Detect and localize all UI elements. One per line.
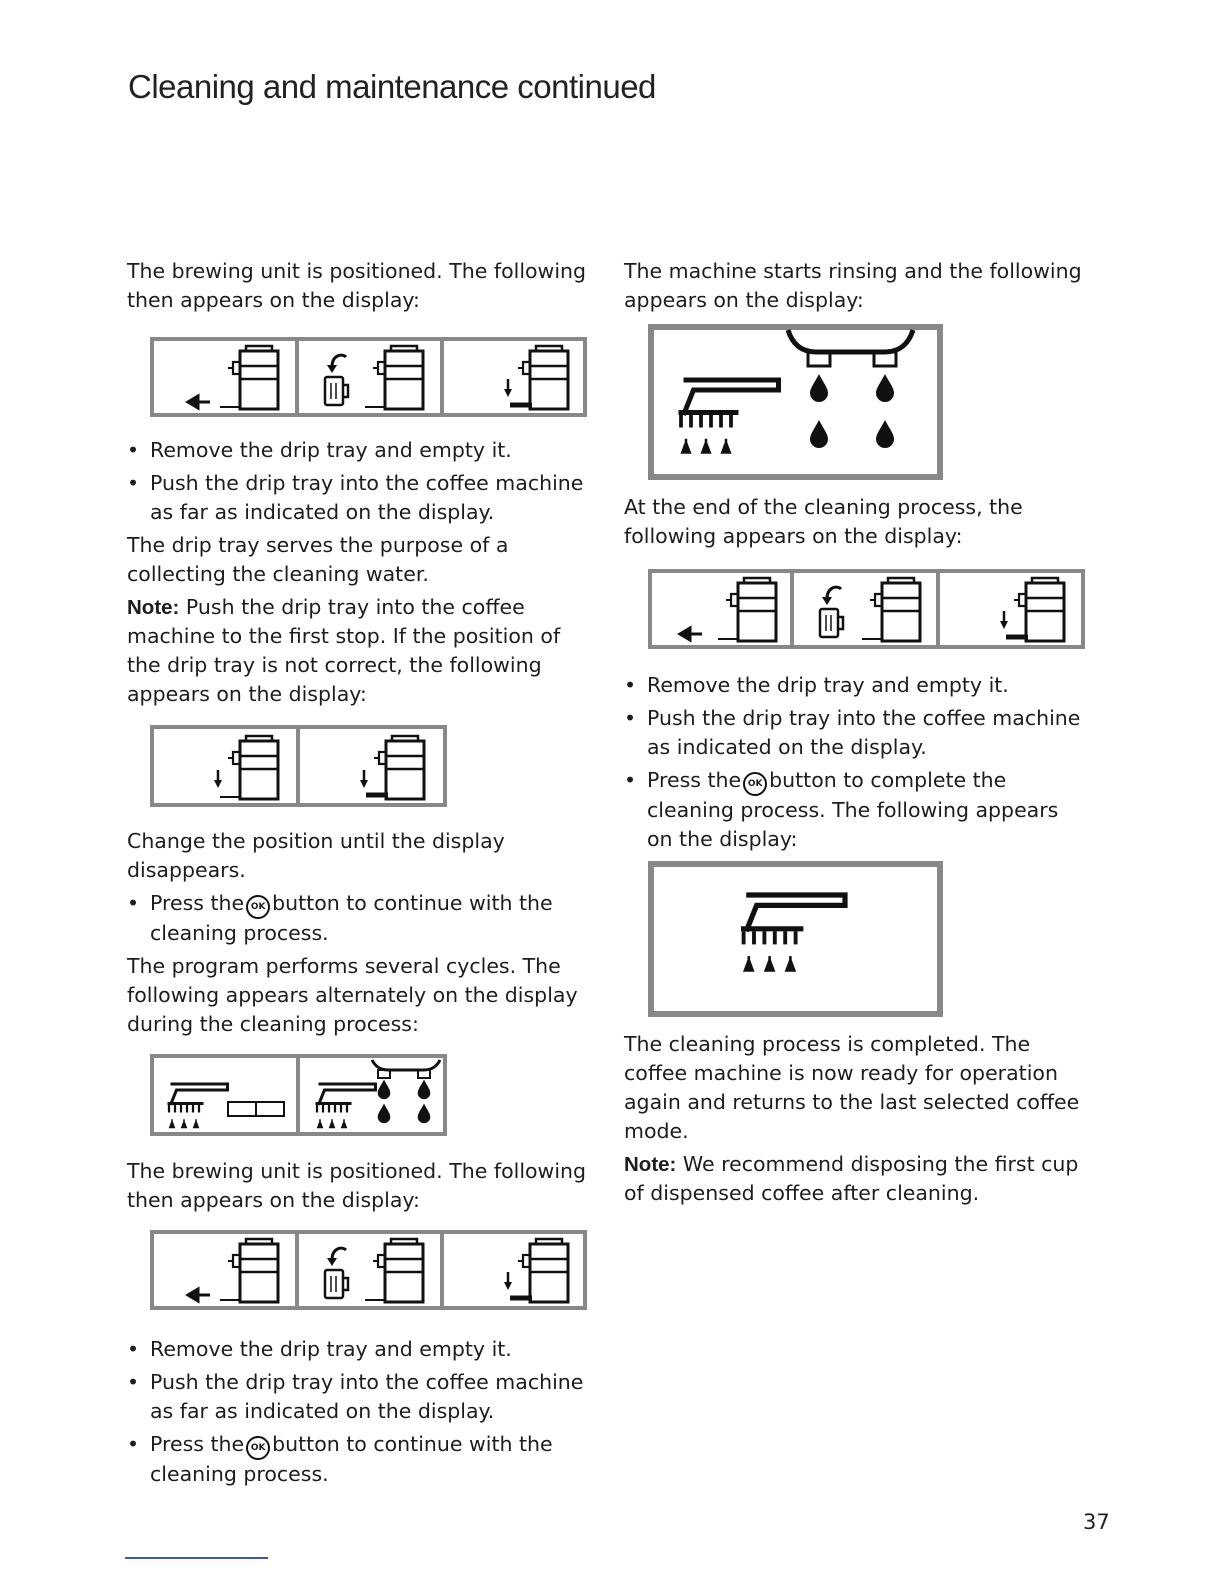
display-drip-tray-position — [150, 725, 447, 807]
note-text: We recommend disposing the first cup of dispensed coffee after cleaning. — [624, 1152, 1079, 1205]
right-column — [624, 257, 1084, 319]
instruction-list — [624, 671, 1084, 854]
note-text: Push the drip tray into the coffee machine to the first stop. If the position of the drip tray is not correct, the following appears on the display: — [127, 595, 561, 706]
page-number: 37 — [1083, 1510, 1110, 1534]
footer-rule — [125, 1557, 268, 1559]
list-item: • Press the OK button to complete the cleaning process. The following appears on the display: — [624, 766, 1084, 854]
left-column — [127, 257, 587, 319]
list-item: • Remove the drip tray and empty it. — [127, 1335, 587, 1364]
display-drip-tray-sequence — [150, 1230, 587, 1310]
paragraph: The cleaning process is completed. The coffee machine is now ready for operation again and returns to the last selected coffee mode. — [624, 1032, 1080, 1143]
note — [127, 593, 587, 709]
instruction-list — [127, 1335, 587, 1489]
list-item: • Push the drip tray into the coffee machine as indicated on the display. — [624, 704, 1084, 762]
display-drip-tray-sequence — [150, 337, 587, 417]
display-cleaning-complete — [648, 861, 943, 1017]
ok-button-icon: OK — [743, 772, 767, 796]
paragraph: The drip tray serves the purpose of a collecting the cleaning water. — [127, 533, 509, 586]
paragraph: The brewing unit is positioned. The following then appears on the display: — [127, 259, 587, 312]
paragraph: Change the position until the display disappears. — [127, 829, 505, 882]
list-item: • Press the OK button to continue with the cleaning process. — [127, 1430, 587, 1489]
instruction-list — [127, 436, 587, 527]
paragraph: The machine starts rinsing and the following appears on the display: — [624, 259, 1082, 312]
display-drip-tray-sequence — [648, 569, 1085, 649]
list-item: • Push the drip tray into the coffee machine as far as indicated on the display. — [127, 469, 587, 527]
ok-button-icon: OK — [246, 895, 270, 919]
paragraph: The brewing unit is positioned. The following then appears on the display: — [127, 1159, 587, 1212]
note-label: Note: — [127, 596, 180, 619]
page-title: Cleaning and maintenance continued — [128, 68, 656, 105]
display-rinsing — [648, 324, 943, 480]
display-cleaning-cycle — [150, 1054, 447, 1136]
ok-button-icon: OK — [246, 1436, 270, 1460]
paragraph: The program performs several cycles. The following appears alternately on the display during the cleaning process: — [127, 954, 578, 1036]
list-item: • Push the drip tray into the coffee machine as far as indicated on the display. — [127, 1368, 587, 1426]
note-label: Note: — [624, 1153, 677, 1176]
list-item: • Press the OK button to continue with the cleaning process. — [127, 889, 587, 948]
list-item: • Remove the drip tray and empty it. — [127, 436, 587, 465]
note — [624, 1150, 1084, 1208]
list-item: • Remove the drip tray and empty it. — [624, 671, 1084, 700]
paragraph: At the end of the cleaning process, the following appears on the display: — [624, 495, 1023, 548]
